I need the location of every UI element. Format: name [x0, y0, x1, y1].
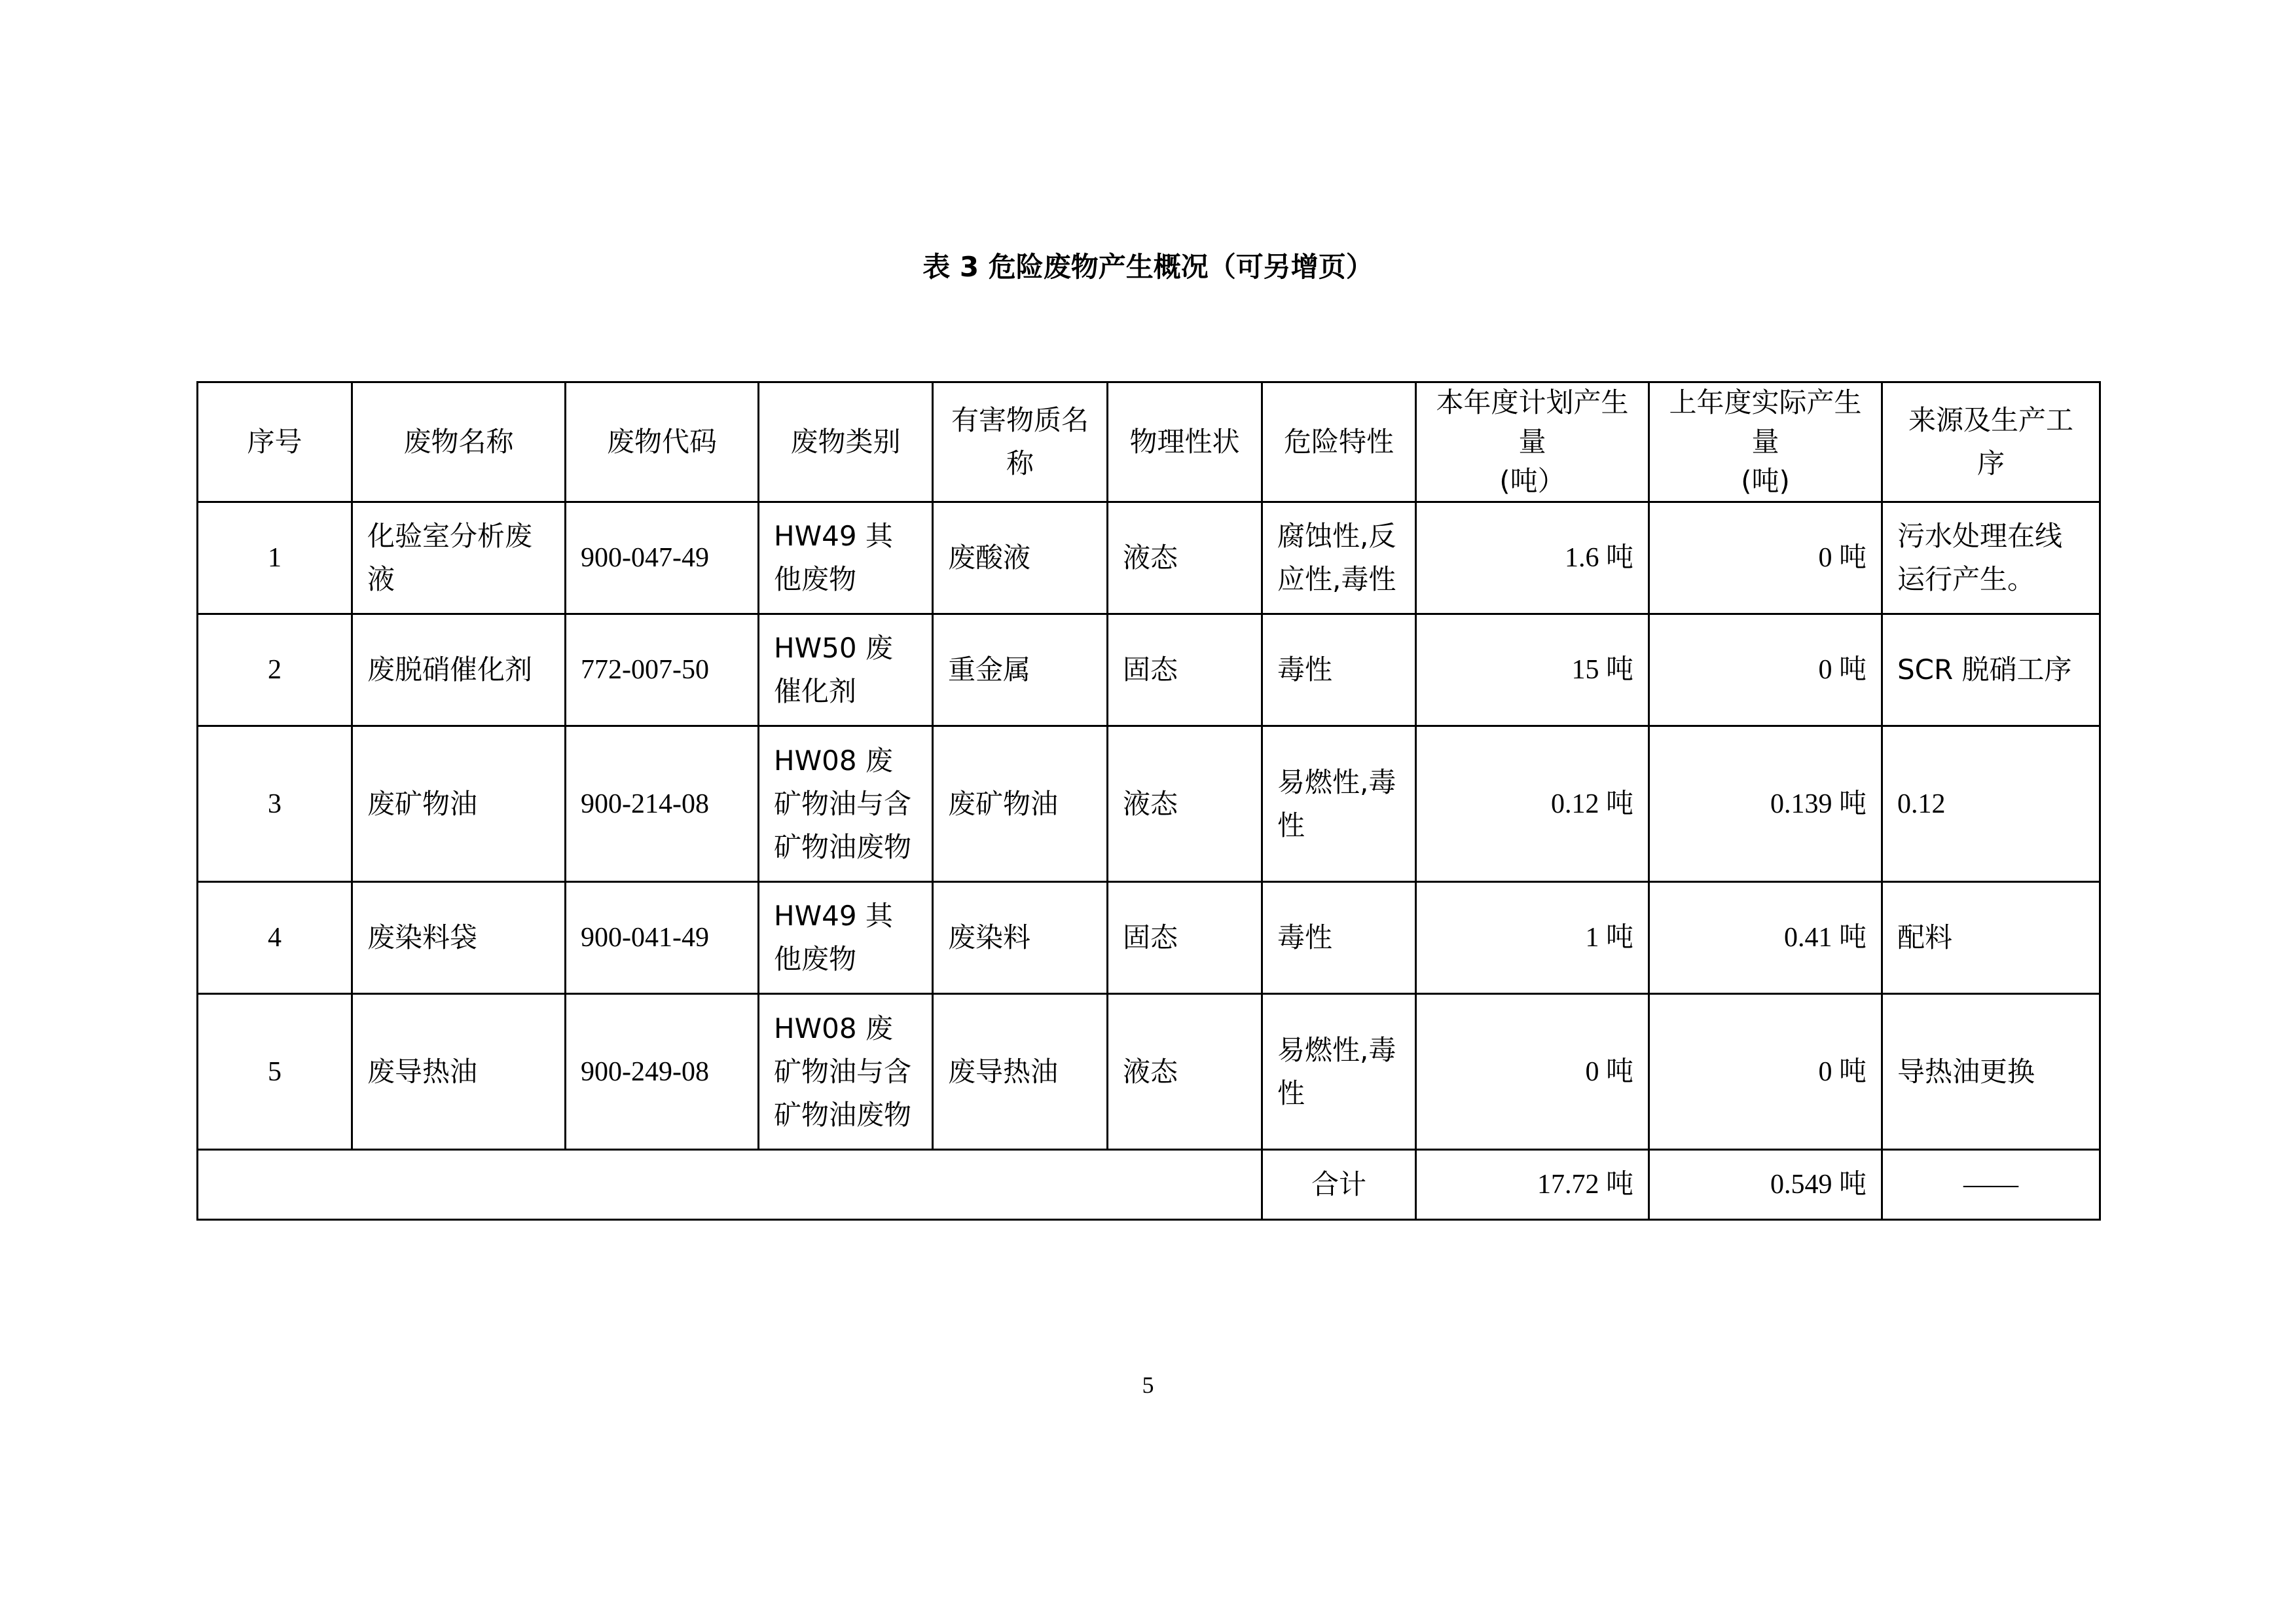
table-row [198, 726, 2100, 882]
cell-actual-amount: 0 吨 [1649, 614, 1882, 726]
cell-waste-category: HW08 废矿物油与含矿物油废物 [759, 726, 933, 882]
cell-planned-amount: 1.6 吨 [1416, 502, 1649, 614]
cell-planned-amount: 15 吨 [1416, 614, 1649, 726]
header-actual-amount-line1: 上年度实际产生量 [1669, 386, 1862, 458]
cell-source: 配料 [1882, 882, 2100, 994]
cell-planned-amount: 0.12 吨 [1416, 726, 1649, 882]
cell-hazard-property: 毒性 [1262, 882, 1416, 994]
cell-waste-name: 废染料袋 [352, 882, 566, 994]
total-label: 合计 [1262, 1150, 1416, 1220]
cell-source: 导热油更换 [1882, 994, 2100, 1150]
cell-physical-state: 液态 [1108, 726, 1262, 882]
header-waste-category: 废物类别 [759, 382, 933, 502]
cell-physical-state: 液态 [1108, 994, 1262, 1150]
header-hazard-property: 危险特性 [1262, 382, 1416, 502]
header-seq: 序号 [198, 382, 352, 502]
cell-physical-state: 固态 [1108, 614, 1262, 726]
cell-seq: 4 [198, 882, 352, 994]
cell-hazard-property: 腐蚀性,反应性,毒性 [1262, 502, 1416, 614]
total-blank-cell [198, 1150, 1262, 1220]
cell-hazardous-substance: 重金属 [933, 614, 1108, 726]
header-planned-amount [1416, 382, 1649, 502]
cell-source: 0.12 [1882, 726, 2100, 882]
total-actual-amount: 0.549 吨 [1649, 1150, 1882, 1220]
header-planned-amount-line2: (吨） [1499, 465, 1565, 497]
cell-hazardous-substance: 废导热油 [933, 994, 1108, 1150]
cell-planned-amount: 1 吨 [1416, 882, 1649, 994]
cell-waste-name: 化验室分析废液 [352, 502, 566, 614]
table-row [198, 882, 2100, 994]
cell-waste-code: 900-249-08 [566, 994, 759, 1150]
cell-waste-code: 772-007-50 [566, 614, 759, 726]
cell-seq: 5 [198, 994, 352, 1150]
cell-hazardous-substance: 废矿物油 [933, 726, 1108, 882]
cell-waste-code: 900-214-08 [566, 726, 759, 882]
cell-waste-category: HW49 其他废物 [759, 882, 933, 994]
header-source: 来源及生产工序 [1882, 382, 2100, 502]
cell-waste-category: HW50 废催化剂 [759, 614, 933, 726]
total-source: —— [1882, 1150, 2100, 1220]
table-row [198, 614, 2100, 726]
cell-hazard-property: 易燃性,毒性 [1262, 994, 1416, 1150]
cell-seq: 1 [198, 502, 352, 614]
cell-physical-state: 固态 [1108, 882, 1262, 994]
cell-hazard-property: 毒性 [1262, 614, 1416, 726]
cell-source: SCR 脱硝工序 [1882, 614, 2100, 726]
cell-source: 污水处理在线运行产生。 [1882, 502, 2100, 614]
table-header-row [198, 382, 2100, 502]
cell-planned-amount: 0 吨 [1416, 994, 1649, 1150]
header-waste-code: 废物代码 [566, 382, 759, 502]
total-planned-amount: 17.72 吨 [1416, 1150, 1649, 1220]
cell-waste-category: HW49 其他废物 [759, 502, 933, 614]
cell-waste-name: 废脱硝催化剂 [352, 614, 566, 726]
cell-actual-amount: 0.139 吨 [1649, 726, 1882, 882]
header-waste-name: 废物名称 [352, 382, 566, 502]
cell-waste-name: 废导热油 [352, 994, 566, 1150]
cell-physical-state: 液态 [1108, 502, 1262, 614]
table-title: 表 3 危险废物产生概况（可另增页） [922, 251, 1374, 283]
table-row [198, 502, 2100, 614]
header-actual-amount [1649, 382, 1882, 502]
cell-waste-category: HW08 废矿物油与含矿物油废物 [759, 994, 933, 1150]
cell-waste-code: 900-047-49 [566, 502, 759, 614]
cell-hazardous-substance: 废染料 [933, 882, 1108, 994]
cell-seq: 2 [198, 614, 352, 726]
header-actual-amount-line2: (吨) [1741, 465, 1790, 497]
table-row [198, 994, 2100, 1150]
cell-actual-amount: 0.41 吨 [1649, 882, 1882, 994]
cell-waste-code: 900-041-49 [566, 882, 759, 994]
header-hazardous-substance: 有害物质名称 [933, 382, 1108, 502]
cell-hazard-property: 易燃性,毒性 [1262, 726, 1416, 882]
cell-actual-amount: 0 吨 [1649, 994, 1882, 1150]
page-number: 5 [1142, 1372, 1154, 1398]
cell-hazardous-substance: 废酸液 [933, 502, 1108, 614]
cell-waste-name: 废矿物油 [352, 726, 566, 882]
total-row [198, 1150, 2100, 1220]
cell-actual-amount: 0 吨 [1649, 502, 1882, 614]
cell-seq: 3 [198, 726, 352, 882]
header-physical-state: 物理性状 [1108, 382, 1262, 502]
header-planned-amount-line1: 本年度计划产生量 [1436, 386, 1629, 458]
hazardous-waste-table [196, 381, 2101, 1221]
